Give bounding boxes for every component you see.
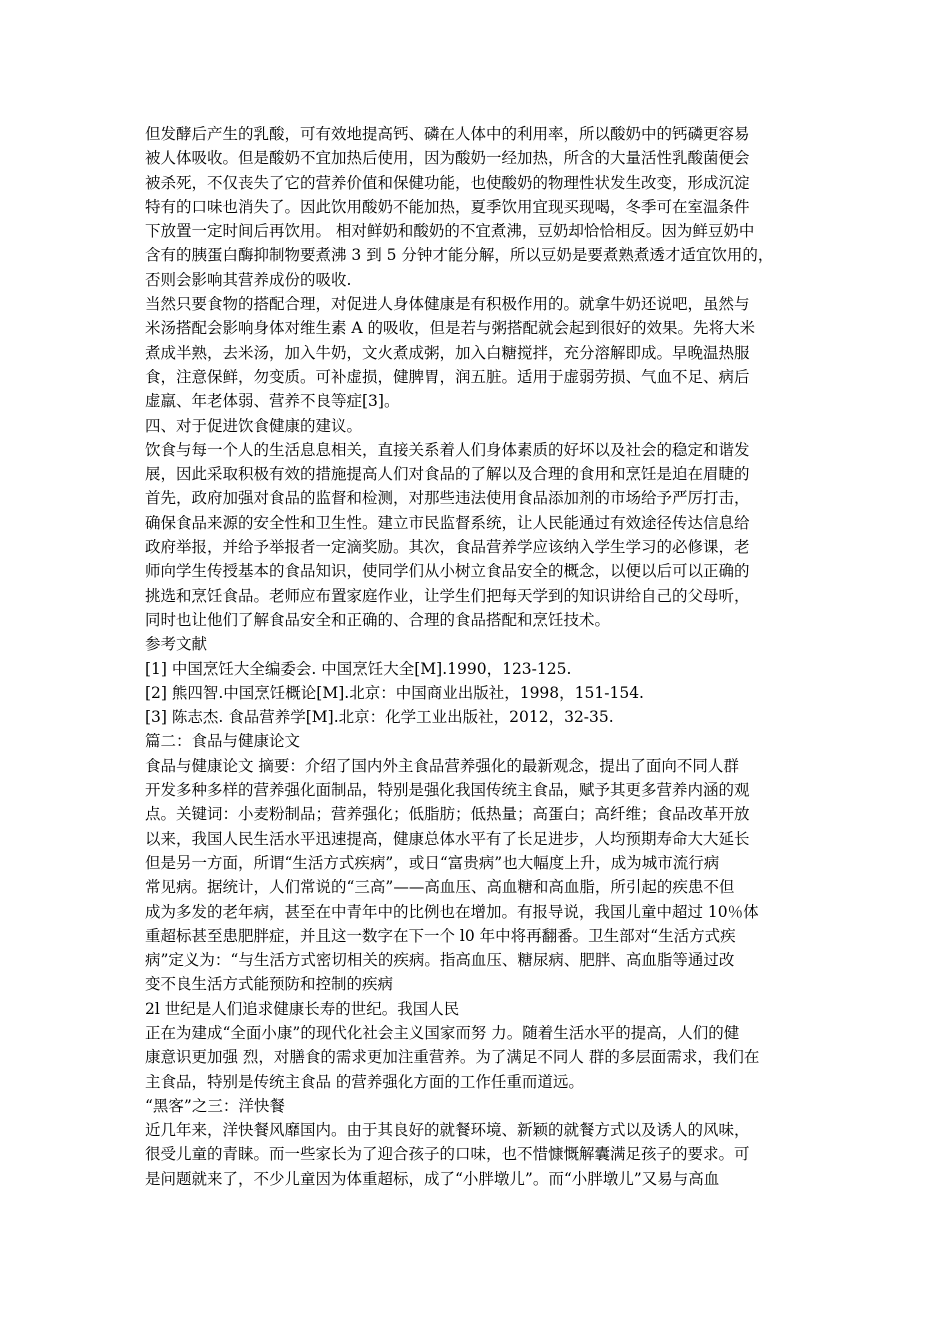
- text-line: 米汤搭配会影响身体对维生素 A 的吸收，但是若与粥搭配就会起到很好的效果。先将大米: [145, 319, 756, 338]
- text-line: 参考文献: [145, 635, 208, 654]
- text-line: 食，注意保鲜，勿变质。可补虚损，健脾胃，润五脏。适用于虚弱劳损、气血不足、病后: [145, 367, 750, 386]
- text-line: 当然只要食物的搭配合理，对促进人身体健康是有积极作用的。就拿牛奶还说吧，虽然与: [145, 295, 750, 314]
- text-line: 含有的胰蛋白酶抑制物要煮沸 3 到 5 分钟才能分解，所以豆奶是要煮熟煮透才适宜饮用的，: [145, 246, 774, 265]
- text-line: 以来，我国人民生活水平迅速提高，健康总体水平有了长足进步，人均预期寿命大大延长: [145, 829, 750, 848]
- text-line: 被人体吸收。但是酸奶不宜加热后使用，因为酸奶一经加热，所含的大量活性乳酸菌便会: [145, 149, 750, 168]
- text-line: 特有的口味也消失了。因此饮用酸奶不能加热，夏季饮用宜现买现喝，冬季可在室温条件: [145, 197, 750, 216]
- text-line: 师向学生传授基本的食品知识，使同学们从小树立食品安全的概念，以便以后可以正确的: [145, 562, 750, 581]
- text-line: [1] 中国烹饪大全编委会. 中国烹饪大全[M].1990，123-125.: [145, 659, 572, 678]
- text-line: 确保食品来源的安全性和卫生性。建立市民监督系统，让人民能通过有效途径传达信息给: [145, 513, 750, 532]
- text-line: 否则会影响其营养成份的吸收.: [145, 270, 352, 289]
- text-line: 虚羸、年老体弱、营养不良等症[3]。: [145, 392, 400, 411]
- text-line: 下放置一定时间后再饮用。 相对鲜奶和酸奶的不宜煮沸，豆奶却恰恰相反。因为鲜豆奶中: [145, 222, 755, 241]
- text-line: 很受儿童的青睐。而一些家长为了迎合孩子的口味，也不惜慷慨解囊满足孩子的要求。可: [145, 1145, 750, 1164]
- text-line: 煮成半熟，去米汤，加入牛奶，文火煮成粥，加入白糖搅拌，充分溶解即成。早晚温热服: [145, 343, 750, 362]
- text-line: 同时也让他们了解食品安全和正确的、合理的食品搭配和烹饪技术。: [145, 610, 611, 629]
- text-line: 展，因此采取积极有效的措施提高人们对食品的了解以及合理的食用和烹饪是迫在眉睫的: [145, 465, 750, 484]
- text-line: 被杀死，不仅丧失了它的营养价值和保健功能，也使酸奶的物理性状发生改变，形成沉淀: [145, 173, 750, 192]
- text-line: [3] 陈志杰. 食品营养学[M].北京：化学工业出版社，2012，32-35.: [145, 708, 614, 727]
- text-line: 四、对于促进饮食健康的建议。: [145, 416, 363, 435]
- text-line: 近几年来，洋快餐风靡国内。由于其良好的就餐环境、新颖的就餐方式以及诱人的风味，: [145, 1121, 750, 1140]
- text-line: [2] 熊四智.中国烹饪概论[M].北京：中国商业出版社，1998，151-154.: [145, 683, 644, 702]
- text-line: 首先，政府加强对食品的监督和检测，对那些违法使用食品添加剂的市场给予严厉打击，: [145, 489, 750, 508]
- text-line: 重超标甚至患肥胖症，并且这一数字在下一个 l0 年中将再翻番。卫生部对“生活方式疾: [145, 926, 736, 945]
- text-line: “黑客”之三：洋快餐: [145, 1096, 285, 1115]
- text-line: 但发酵后产生的乳酸，可有效地提高钙、磷在人体中的利用率，所以酸奶中的钙磷更容易: [145, 125, 750, 143]
- document-body: [145, 122, 813, 1191]
- text-line: 点。关键词：小麦粉制品；营养强化；低脂肪；低热量；高蛋白；高纤维；食品改革开放: [145, 805, 750, 824]
- text-line: 是问题就来了，不少儿童因为体重超标，成了“小胖墩儿”。而“小胖墩儿”又易与高血: [145, 1169, 720, 1188]
- text-line: 2l 世纪是人们追求健康长寿的世纪。我国人民: [145, 999, 460, 1018]
- text-line: 变不良生活方式能预防和控制的疾病: [145, 975, 394, 994]
- text-line: 政府举报，并给予举报者一定滴奖励。其次，食品营养学应该纳入学生学习的必修课，老: [145, 538, 750, 557]
- text-line: 正在为建成“全面小康”的现代化社会主义国家而努 力。随着生活水平的提高，人们的健: [145, 1023, 740, 1042]
- text-line: 篇二：食品与健康论文: [145, 732, 301, 751]
- text-line: 但是另一方面，所谓“生活方式疾病”，或日“富贵病”也大幅度上升，成为城市流行病: [145, 853, 720, 872]
- text-line: 主食品，特别是传统主食品 的营养强化方面的工作任重而道远。: [145, 1072, 584, 1091]
- text-line: 食品与健康论文 摘要：介绍了国内外主食品营养强化的最新观念，提出了面向不同人群: [145, 756, 739, 775]
- text-line: 成为多发的老年病，甚至在中青年中的比例也在增加。有报导说，我国儿童中超过 10％体: [145, 902, 759, 921]
- text-line: 开发多种多样的营养强化面制品，特别是强化我国传统主食品，赋予其更多营养内涵的观: [145, 781, 750, 800]
- text-line: 挑选和烹饪食品。老师应布置家庭作业，让学生们把每天学到的知识讲给自己的父母听，: [145, 586, 750, 605]
- text-line: 常见病。据统计，人们常说的“三高”——高血压、高血糖和高血脂，所引起的疾患不但: [145, 878, 735, 897]
- text-line: 饮食与每一个人的生活息息相关，直接关系着人们身体素质的好坏以及社会的稳定和谐发: [145, 440, 750, 459]
- text-line: 康意识更加强 烈，对膳食的需求更加注重营养。为了满足不同人 群的多层面需求，我们在: [145, 1048, 760, 1067]
- text-line: 病”定义为：“与生活方式密切相关的疾病。指高血压、糖尿病、肥胖、高血脂等通过改: [145, 951, 735, 970]
